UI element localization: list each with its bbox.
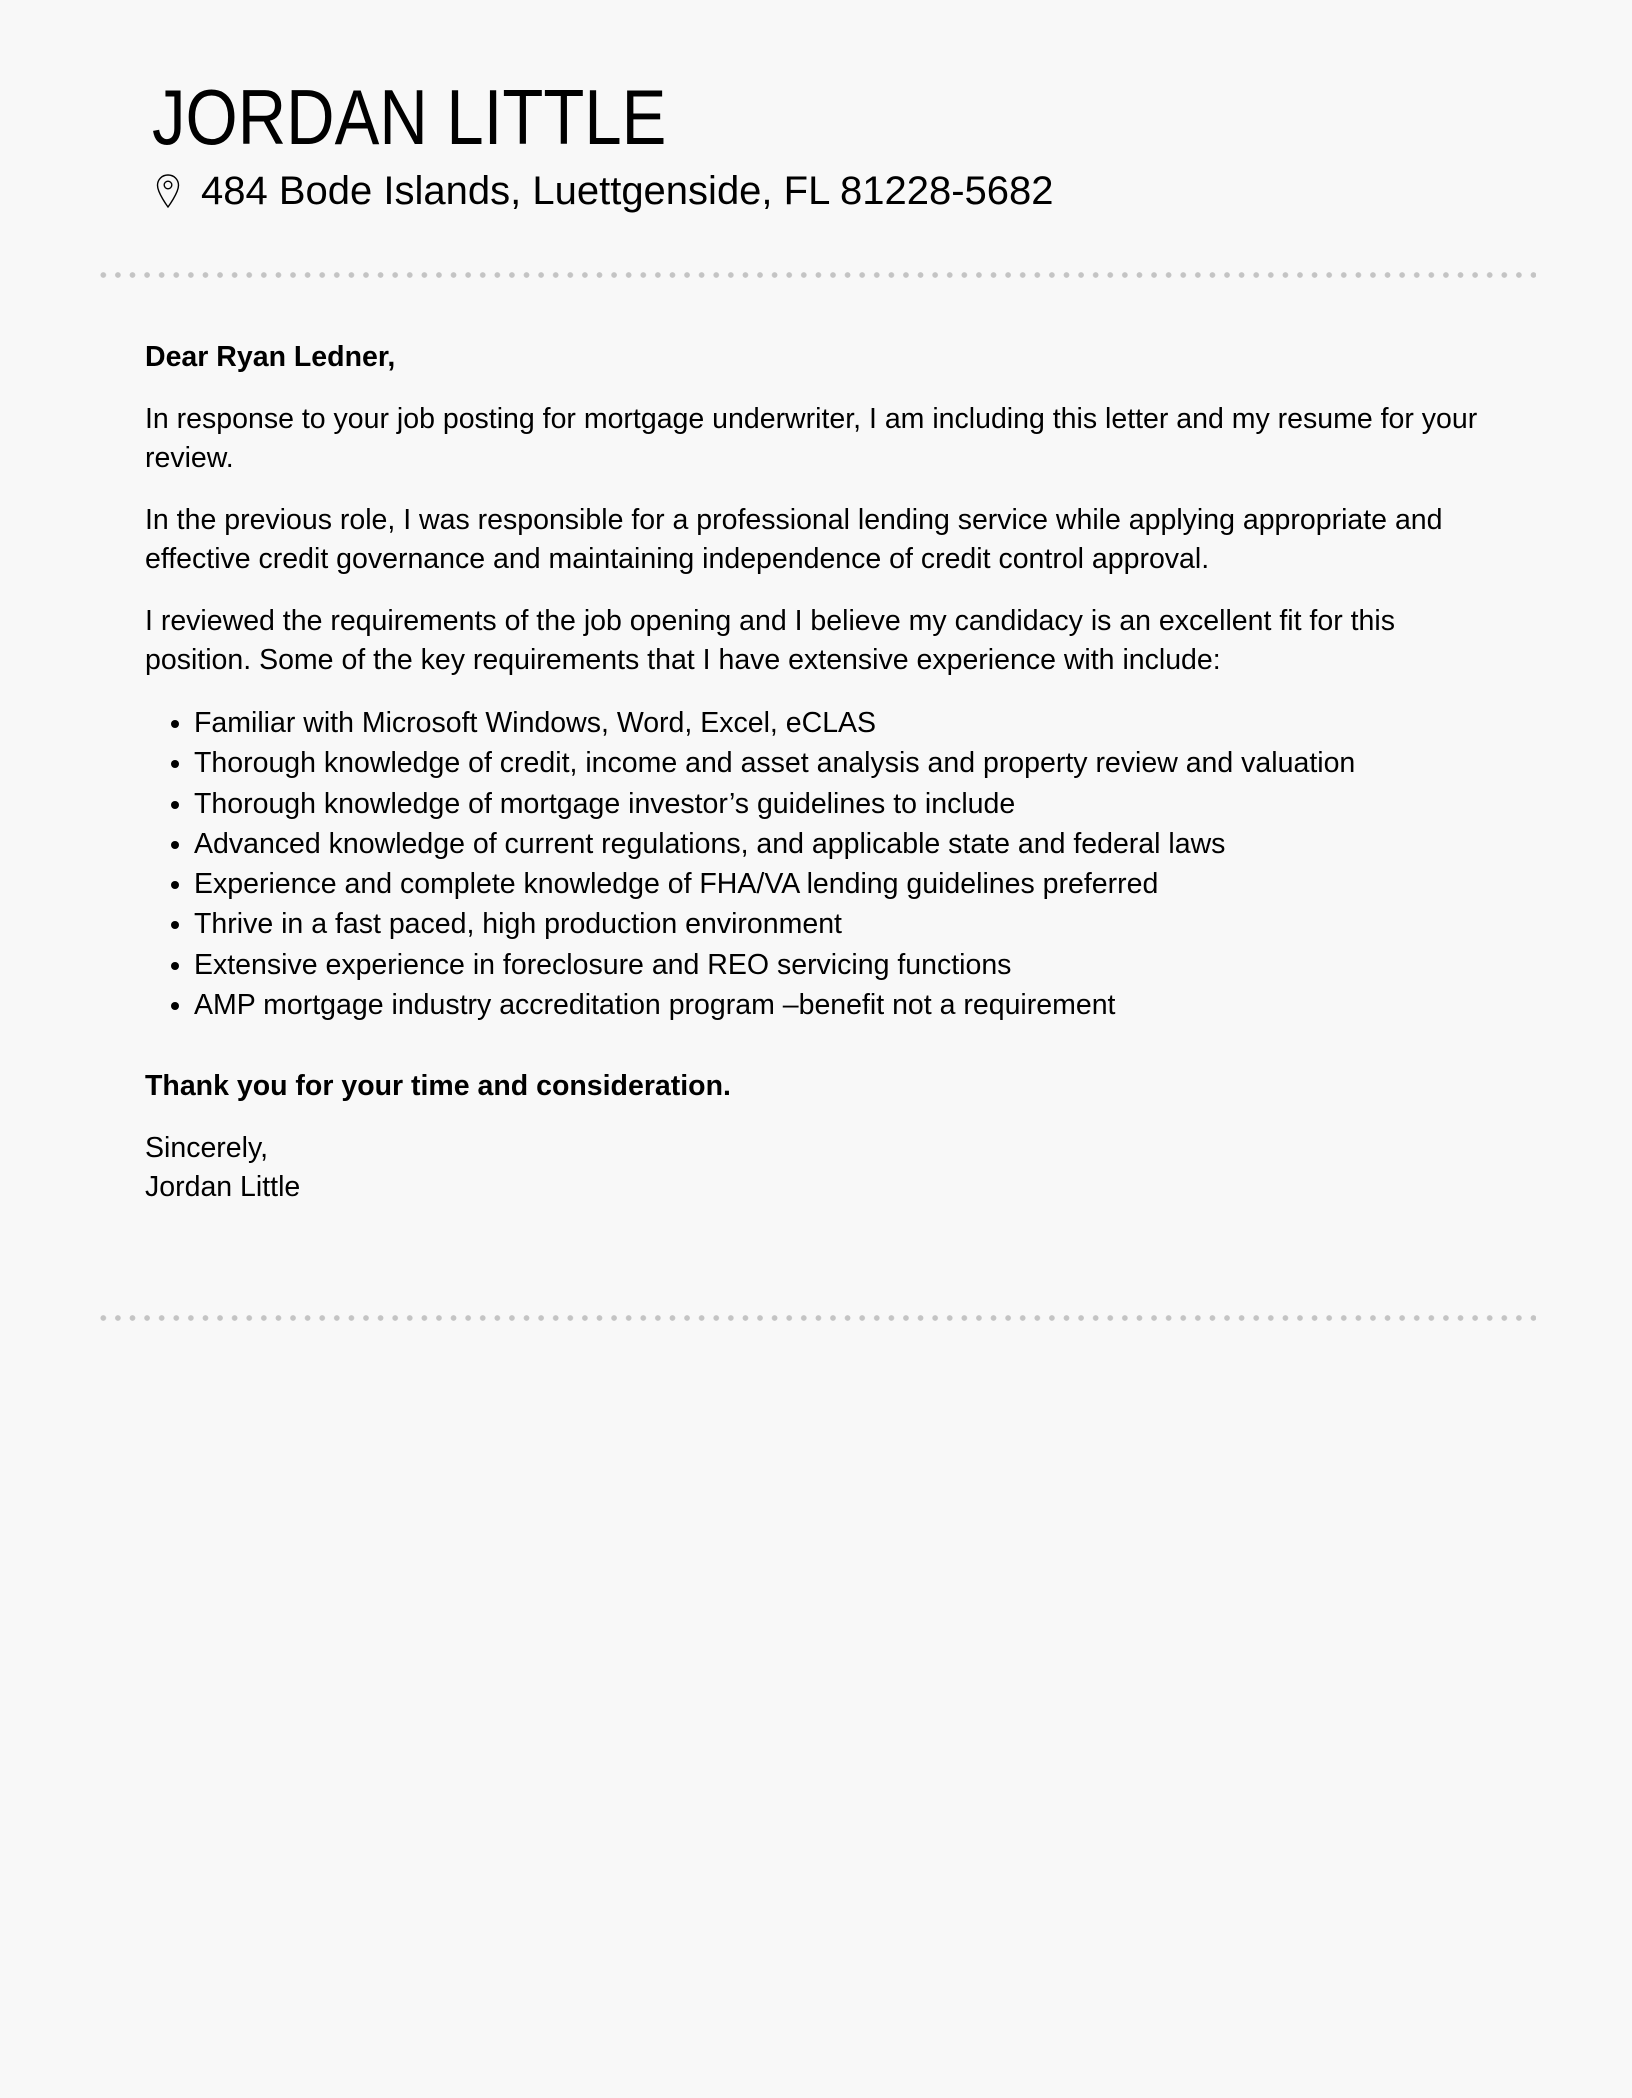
paragraph: In the previous role, I was responsible for a professional lending service while applying appropriate and effective credit governance and maintaining independence of credit control approval. xyxy=(145,504,1443,575)
salutation: Dear Ryan Ledner, xyxy=(145,341,396,373)
address-text: 484 Bode Islands, Luettgenside, FL 81228-5682 xyxy=(201,169,1054,213)
list-item: • Advanced knowledge of current regulations, and applicable state and federal laws xyxy=(194,824,1495,864)
list-item: • AMP mortgage industry accreditation program –benefit not a requirement xyxy=(194,985,1495,1025)
divider-bottom xyxy=(96,1315,1536,1321)
list-item: • Thrive in a fast paced, high production environment xyxy=(194,904,1495,944)
list-item: • Thorough knowledge of credit, income and asset analysis and property review and valuation xyxy=(194,743,1495,783)
closing-line: Thank you for your time and consideration. xyxy=(145,1070,731,1103)
list-item: • Thorough knowledge of mortgage investor’s guidelines to include xyxy=(194,784,1495,824)
paragraph: I reviewed the requirements of the job opening and I believe my candidacy is an excellent fit for this position. Some of the key requirements that I have extensive experience with include: xyxy=(145,605,1395,676)
paragraph: In response to your job posting for mortgage underwriter, I am including this letter and my resume for your review. xyxy=(145,403,1478,474)
candidate-name: JORDAN LITTLE xyxy=(152,73,667,161)
signoff: Sincerely, xyxy=(145,1132,269,1165)
list-item: • Familiar with Microsoft Windows, Word, Excel, eCLAS xyxy=(194,703,1495,743)
list-item: • Extensive experience in foreclosure and REO servicing functions xyxy=(194,945,1495,985)
list-item: • Experience and complete knowledge of FHA/VA lending guidelines preferred xyxy=(194,864,1495,904)
map-pin-icon xyxy=(155,173,181,209)
requirements-list xyxy=(145,703,1495,1025)
address-line xyxy=(155,166,1054,216)
divider-top xyxy=(96,272,1536,278)
signature: Jordan Little xyxy=(145,1171,301,1204)
letter-body xyxy=(145,338,1495,1207)
